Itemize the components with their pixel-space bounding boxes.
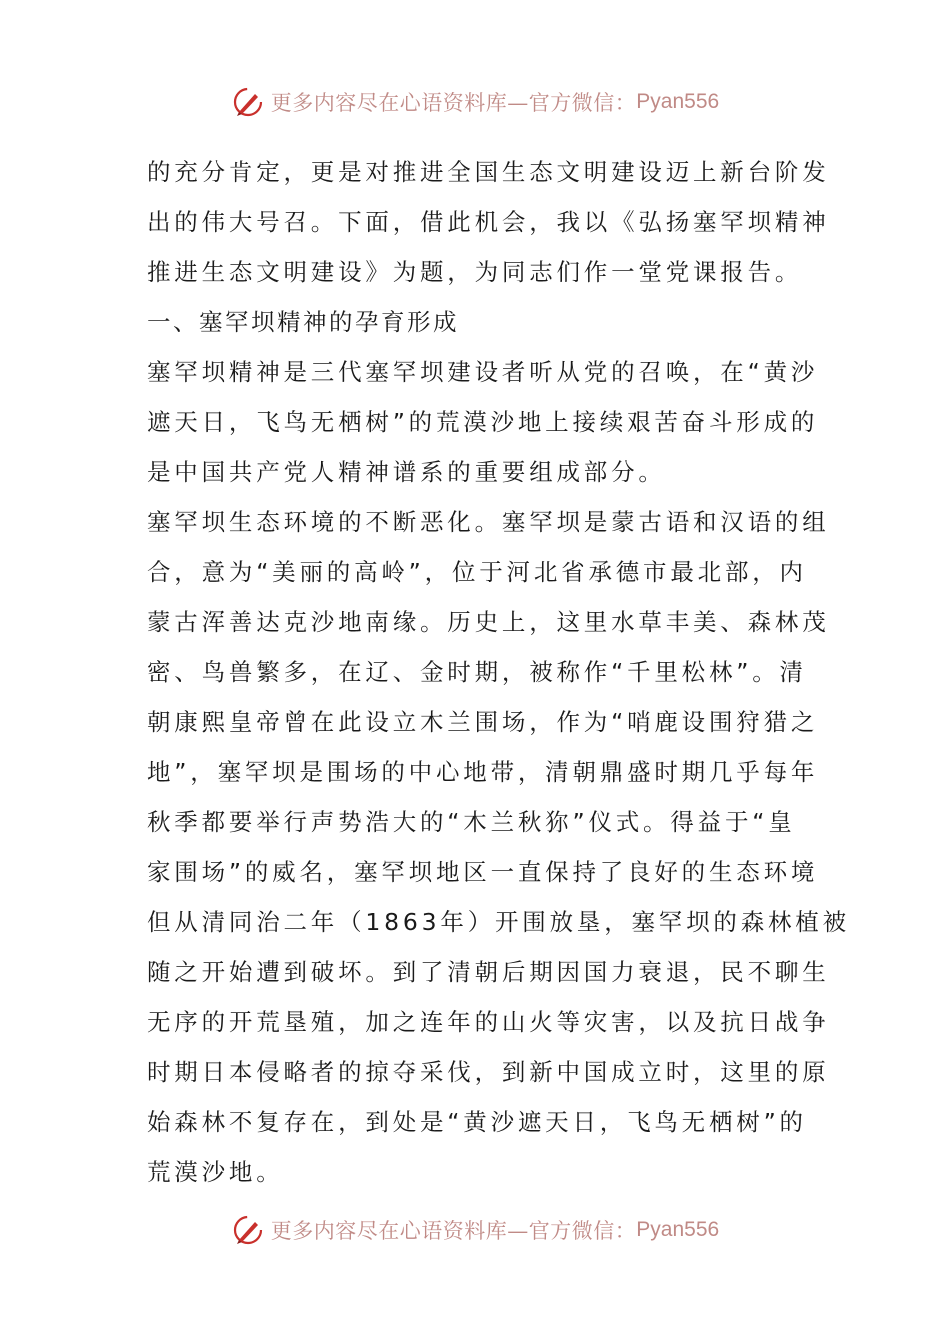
text-line: 密、鸟兽繁多，在辽、金时期，被称作“千里松林”。清 [147, 658, 807, 686]
text-line: 合，意为“美丽的高岭”，位于河北省承德市最北部，内 [147, 558, 807, 586]
text-line: 出的伟大号召。下面，借此机会，我以《弘扬塞罕坝精神 [147, 208, 830, 236]
banner-wechat-id: Pyan556 [636, 90, 720, 113]
text-line: 遮天日，飞鸟无栖树”的荒漠沙地上接续艰苦奋斗形成的 [147, 408, 819, 436]
text-line: 朝康熙皇帝曾在此设立木兰围场，作为“哨鹿设围狩猎之 [147, 708, 819, 736]
text-line: 始森林不复存在，到处是“黄沙遮天日，飞鸟无栖树”的 [147, 1108, 807, 1136]
text-line: 时期日本侵略者的掠夺采伐，到新中国成立时，这里的原 [147, 1058, 830, 1086]
document-body [147, 147, 850, 1197]
pen-logo-icon [231, 1213, 265, 1247]
text-line: 地”，塞罕坝是围场的中心地带，清朝鼎盛时期几乎每年 [147, 758, 819, 786]
text-line: 的充分肯定，更是对推进全国生态文明建设迈上新台阶发 [147, 158, 830, 186]
banner-text: 更多内容尽在心语资料库—官方微信： [270, 91, 637, 115]
banner-wechat-id: Pyan556 [636, 1218, 720, 1241]
text-line: 推进生态文明建设》为题，为同志们作一堂党课报告。 [147, 258, 803, 286]
footer-banner [0, 1210, 950, 1250]
pen-logo-icon [231, 85, 265, 119]
text-line: 塞罕坝精神是三代塞罕坝建设者听从党的召唤，在“黄沙 [147, 358, 819, 386]
text-line: 荒漠沙地。 [147, 1158, 284, 1186]
text-line: 随之开始遭到破坏。到了清朝后期因国力衰退，民不聊生 [147, 958, 830, 986]
text-line: 秋季都要举行声势浩大的“木兰秋狝”仪式。得益于“皇 [147, 808, 796, 836]
text-line: 塞罕坝生态环境的不断恶化。塞罕坝是蒙古语和汉语的组 [147, 508, 830, 536]
banner-text: 更多内容尽在心语资料库—官方微信： [270, 1219, 637, 1243]
text-line: 是中国共产党人精神谱系的重要组成部分。 [147, 458, 666, 486]
text-line: 蒙古浑善达克沙地南缘。历史上，这里水草丰美、森林茂 [147, 608, 830, 636]
text-line: 但从清同治二年（1863年）开围放垦，塞罕坝的森林植被 [147, 908, 850, 936]
text-line: 无序的开荒垦殖，加之连年的山火等灾害，以及抗日战争 [147, 1008, 830, 1036]
header-banner [0, 82, 950, 122]
text-line: 家围场”的威名，塞罕坝地区一直保持了良好的生态环境 [147, 858, 819, 886]
section-heading: 一、塞罕坝精神的孕育形成 [147, 308, 459, 336]
